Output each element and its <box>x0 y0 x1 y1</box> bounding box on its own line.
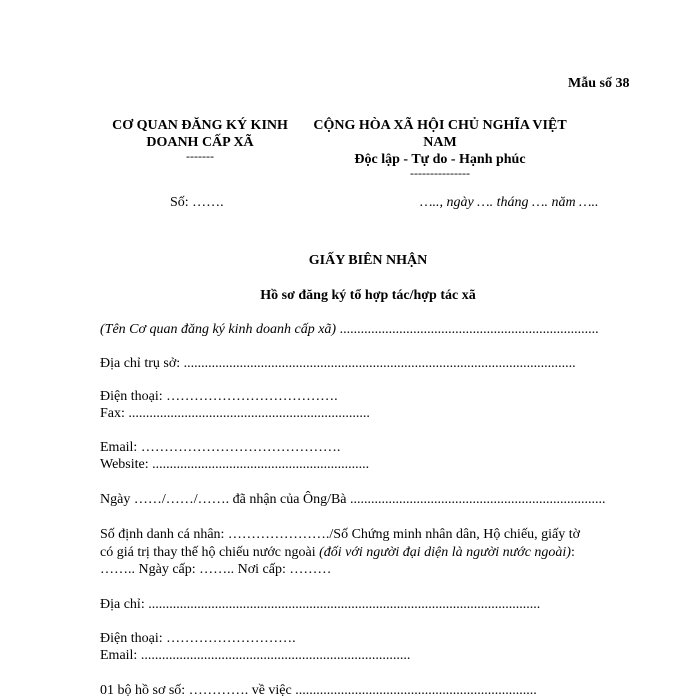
national-title-line1: CỘNG HÒA XÃ HỘI CHỦ NGHĨA VIỆT <box>313 118 567 133</box>
issuing-agency-line2: DOANH CẤP XÃ <box>146 135 254 150</box>
address-field: Địa chỉ: ................................................................................................................ <box>100 597 541 612</box>
agency-name-dots: .......................................................................... <box>336 322 599 337</box>
form-number: Mẫu số 38 <box>568 76 630 91</box>
id-field-line1: Số định danh cá nhân: …………………./Số Chứng minh nhân dân, Hộ chiếu, giấy tờ <box>100 527 581 542</box>
document-number-field: Số: ……. <box>170 195 224 210</box>
fax-field: Fax: ..................................................................... <box>100 406 370 421</box>
received-date-field: Ngày ……/……/……. đã nhận của Ông/Bà ......................................................................... <box>100 492 606 507</box>
id-line2-prefix: có giá trị thay thế hộ chiếu nước ngoài <box>100 545 320 560</box>
dossier-field: 01 bộ hồ sơ số: …………. về việc ..................................................................... <box>100 683 537 698</box>
phone-field-2: Điện thoại: ………………………. <box>100 631 296 646</box>
national-motto: Độc lập - Tự do - Hạnh phúc <box>354 152 526 167</box>
id-line2-note: (đối với người đại diện là người nước ngoài) <box>319 545 571 560</box>
id-field-line3: …….. Ngày cấp: …….. Nơi cấp: ……… <box>100 562 332 577</box>
email-field-1: Email: ……………………………………. <box>100 440 341 455</box>
right-header-divider: --------------- <box>410 166 470 180</box>
agency-name-field <box>100 322 599 338</box>
phone-field-1: Điện thoại: ………………………………. <box>100 389 338 404</box>
id-line2-suffix: : <box>570 545 575 560</box>
document-title: GIẤY BIÊN NHẬN <box>308 253 428 268</box>
document-subtitle: Hồ sơ đăng ký tổ hợp tác/hợp tác xã <box>260 288 476 303</box>
website-field: Website: .............................................................. <box>100 457 370 472</box>
issuing-agency-line1: CƠ QUAN ĐĂNG KÝ KINH <box>112 118 288 133</box>
agency-name-label: (Tên Cơ quan đăng ký kinh doanh cấp xã) <box>100 322 337 337</box>
date-field: ….., ngày …. tháng …. năm ….. <box>420 195 599 210</box>
id-field-line2 <box>100 545 575 561</box>
head-office-address-field: Địa chỉ trụ sở: ................................................................................................................ <box>100 356 576 371</box>
email-field-2: Email: ............................................................................. <box>100 648 411 663</box>
national-title-line2: NAM <box>423 135 457 150</box>
left-header-divider: ------- <box>186 149 214 163</box>
